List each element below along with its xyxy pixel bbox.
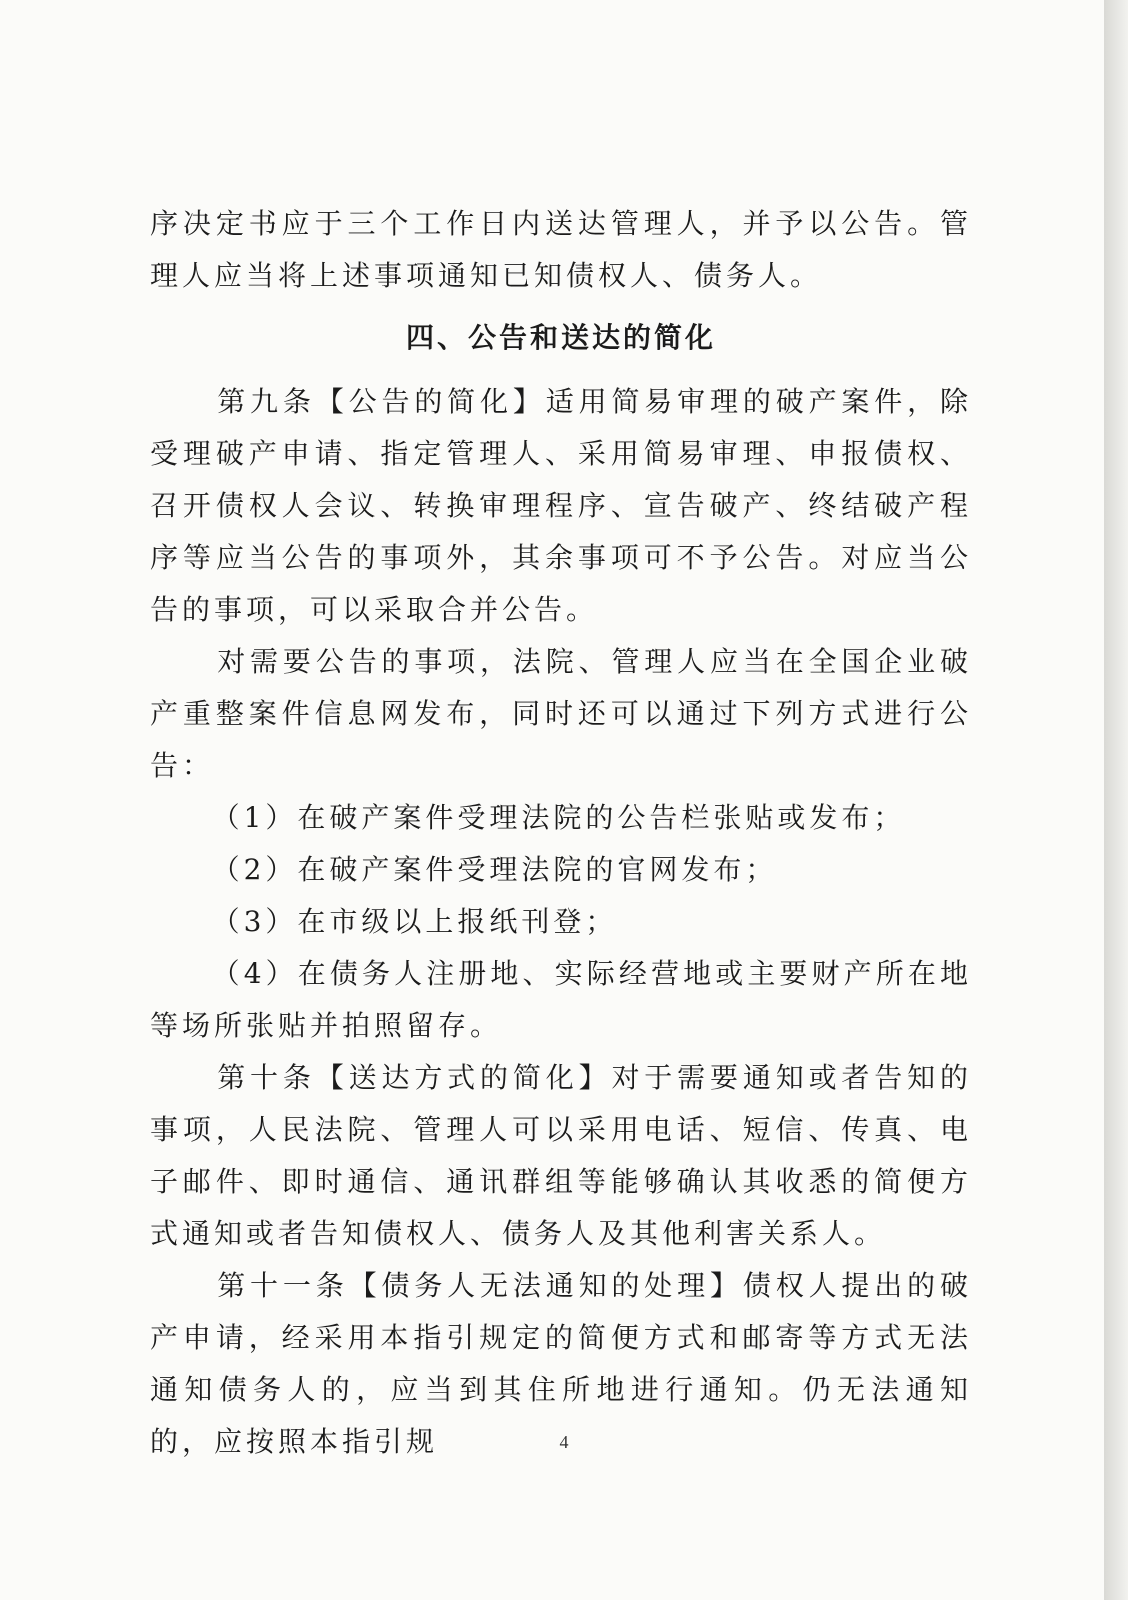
page-number: 4	[559, 1432, 569, 1452]
publication-method-4: （4）在债务人注册地、实际经营地或主要财产所在地等场所张贴并拍照留存。	[150, 957, 972, 1042]
publication-method-2: （2）在破产案件受理法院的官网发布；	[211, 853, 778, 886]
article-9-paragraph-2: 对需要公告的事项，法院、管理人应当在全国企业破产重整案件信息网发布，同时还可以通过下列方式进行公告：	[150, 645, 972, 782]
continuation-paragraph: 序决定书应于三个工作日内送达管理人，并予以公告。管理人应当将上述事项通知已知债权人、债务人。	[150, 207, 972, 292]
scan-edge	[1104, 0, 1128, 1600]
publication-method-1: （1）在破产案件受理法院的公告栏张贴或发布；	[211, 801, 906, 834]
publication-method-3: （3）在市级以上报纸刊登；	[211, 905, 618, 938]
article-11-paragraph: 第十一条【债务人无法通知的处理】债权人提出的破产申请，经采用本指引规定的简便方式和邮寄等方式无法通知债务人的，应当到其住所地进行通知。仍无法通知的，应按照本指引规	[150, 1269, 972, 1458]
article-9-paragraph: 第九条【公告的简化】适用简易审理的破产案件，除受理破产申请、指定管理人、采用简易审理、申报债权、召开债权人会议、转换审理程序、宣告破产、终结破产程序等应当公告的事项外，其余事项可不予公告。对应当公告的事项，可以采取合并公告。	[150, 385, 972, 626]
section-heading: 四、公告和送达的简化	[405, 321, 716, 354]
document-body	[150, 198, 972, 1468]
article-10-paragraph: 第十条【送达方式的简化】对于需要通知或者告知的事项，人民法院、管理人可以采用电话、短信、传真、电子邮件、即时通信、通讯群组等能够确认其收悉的简便方式通知或者告知债权人、债务人及其他利害关系人。	[150, 1061, 972, 1250]
